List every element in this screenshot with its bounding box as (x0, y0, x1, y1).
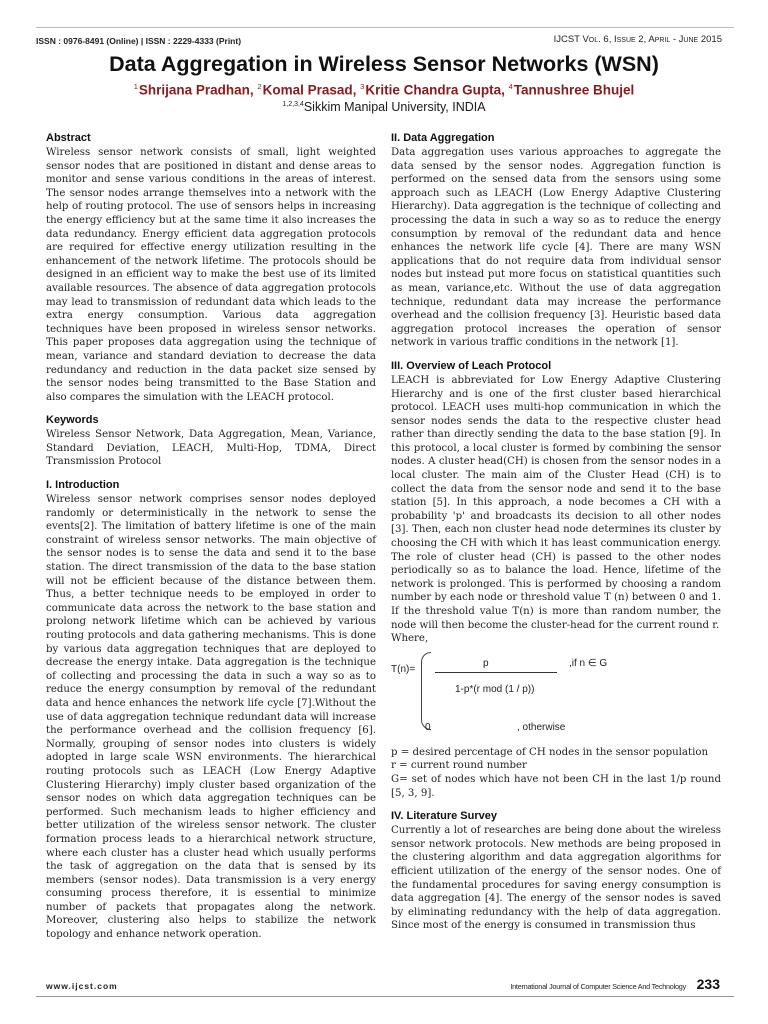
journal-issue-text: IJCST Vol. 6, Issue 2, April - June 2015 (553, 34, 722, 45)
introduction-heading: I. Introduction (46, 479, 120, 492)
threshold-formula (391, 650, 721, 742)
literature-section (391, 810, 721, 933)
formula-brace (421, 652, 431, 730)
footer-rule (36, 996, 734, 997)
author-name-3: Kritie Chandra Gupta, (365, 82, 505, 98)
abstract-heading: Abstract (46, 132, 91, 144)
issn-line: ISSN : 0976-8491 (Online) | ISSN : 2229-4333 (Print) (36, 36, 242, 46)
journal-issue (554, 34, 722, 45)
header-rule (36, 27, 734, 28)
leach-section (391, 360, 721, 800)
definition-r: r = current round number (391, 760, 527, 772)
page-number: 233 (696, 976, 720, 992)
definition-p: p = desired percentage of CH nodes in the sensor population (391, 746, 709, 758)
formula-numerator: p (483, 657, 489, 669)
author-sup-1: 1 (133, 82, 138, 91)
author-sup-2: 2 (257, 82, 262, 91)
formula-condition-2: , otherwise (517, 721, 566, 733)
right-column (391, 132, 721, 933)
data-aggregation-heading: II. Data Aggregation (391, 132, 495, 144)
author-name-4: Tannushree Bhujel (513, 82, 635, 98)
formula-otherwise-value: 0 (425, 721, 431, 733)
keywords-section (46, 414, 376, 469)
abstract-section (46, 132, 376, 404)
author-name-2: Komal Prasad, (262, 82, 357, 98)
formula-denominator: 1-p*(r mod (1 / p)) (455, 683, 535, 695)
affiliation (0, 100, 768, 114)
literature-heading: IV. Literature Survey (391, 810, 497, 823)
author-sup-3: 3 (360, 82, 365, 91)
author-sup-4: 4 (508, 82, 513, 91)
footer-journal-name: International Journal of Computer Science And Technology (510, 982, 686, 991)
where-label: Where, (391, 633, 429, 645)
paper-title: Data Aggregation in Wireless Sensor Networks (WSN) (109, 52, 659, 76)
leach-heading: III. Overview of Leach Protocol (391, 359, 552, 372)
left-column (46, 132, 376, 942)
introduction-section (46, 479, 376, 942)
keywords-heading: Keywords (46, 414, 99, 427)
author-list (0, 82, 768, 98)
journal-url-link[interactable]: www.ijcst.com (46, 981, 118, 991)
literature-text: Currently a lot of researches are being done about the wireless sensor network protocols. New methods are being proposed in the clustering algorithm and data aggregation algorithms for efficient utilization of the energy of the sensor nodes. One of the fundamental procedures for saving energy consumption is data aggregation [4]. The energy of the sensor nodes is saved by eliminating redundancy with the help of data aggregation. Since most of the energy is consumed in transmission thus (391, 825, 721, 932)
author-name-1: Shrijana Pradhan, (138, 82, 254, 98)
formula-fraction-line (435, 672, 557, 673)
data-aggregation-section (391, 132, 721, 350)
leach-text: LEACH is abbreviated for Low Energy Adaptive Clustering Hierarchy and is one of the first cluster based hierarchical protocol. LEACH uses multi-hop communication in which the sensor nodes sends the data to the respective cluster head rather than directly sending the data to the base station [9]. In this protocol, a local cluster is formed by combining the sensor nodes. A cluster head(CH) is chosen from the sensor nodes in a local cluster. The main aim of the Cluster Head (CH) is to collect the data from the sensor node and send it to the base station [5]. In this approach, a node becomes a CH with a probability 'p' and broadcasts its decision to all other nodes [3]. Then, each non cluster head node determines its cluster by choosing the CH with which it has least communication energy. The role of cluster head (CH) is passed to the other nodes periodically so as to balance the load. Hence, lifetime of the network is prolonged. This is performed by choosing a random number by each node or threshold value T (n) between 0 and 1. If the threshold value T(n) is more than random number, the node will then become the cluster-head for the current round r. (391, 374, 721, 631)
formula-condition-1: ,if n ∈ G (569, 657, 608, 669)
keywords-text: Wireless Sensor Network, Data Aggregation, Mean, Variance, Standard Deviation, LEACH, Multi-Hop, TDMA, Direct Transmission Protocol (46, 429, 376, 468)
definition-g: G= set of nodes which have not been CH in the last 1/p round [5, 3, 9]. (391, 773, 721, 799)
formula-lhs: T(n)= (391, 663, 416, 675)
abstract-text: Wireless sensor network consists of small, light weighted sensor nodes that are positioned in distant and dense areas to monitor and sense various conditions in the areas of interest. The sensor nodes arrange themselves into a network with the help of routing protocol. The use of sensors helps in increasing the energy efficiency but at the same time it also increases the data redundancy. Energy efficient data aggregation protocols are required for effective energy utilization resulting in the enhancement of the network lifetime. The protocols should be designed in an efficient way to make the best use of its limited available resources. The absence of data aggregation protocols may lead to transmission of redundant data which leads to the extra energy consumption. Various data aggregation techniques have been proposed in wireless sensor networks. This paper proposes data aggregation using the technique of mean, variance and standard deviation to decrease the data redundancy and reduction in the data packet size sensed by the sensor nodes being transmitted to the Base Station and also compares the simulation with the LEACH protocol. (46, 147, 376, 403)
introduction-text: Wireless sensor network comprises sensor nodes deployed randomly or deterministically in the network to sense the events[2]. The limitation of battery lifetime is one of the main constraint of wireless sensor networks. The main objective of the sensor nodes is to sense the data and send it to the base station. The direct transmission of the data to the base station will not be efficient because of the distance between them. Thus, a better technique needs to be employed in order to communicate data across the network to the base station and prolong network lifetime which can be achieved by various routing protocols and data gathering mechanisms. This is done by various data aggregation techniques that are deployed to decrease the energy intake. Data aggregation is the technique of collecting and processing the data in such a way so as to reduce the energy consumption by removal of the redundant data and hence enhances the network life cycle [7].Without the use of data aggregation technique redundant data will increase the performance overhead and the collision frequency [6]. Normally, grouping of sensor nodes into clusters is widely adopted in large scale WSN environments. The hierarchical routing protocols such as LEACH (Low Energy Adaptive Clustering Hierarchy) imply cluster based organization of the sensor nodes on which data aggregation techniques can be performed. Such mechanism leads to higher efficiency and better utilization of the wireless sensor network. The cluster formation process leads to a hierarchical network structure, where each cluster has a cluster head which usually performs the task of aggregation on the data that is sensed by its members (sensor nodes). Data transmission is a very energy consuming process therefore, it is essential to minimize number of packets that propagates along the network. Moreover, clustering also helps to stabilize the network topology and enhance network operation. (46, 494, 376, 941)
affiliation-sup: 1,2,3,4 (282, 100, 304, 108)
affiliation-text: Sikkim Manipal University, INDIA (303, 100, 486, 114)
data-aggregation-text: Data aggregation uses various approaches to aggregate the data sensed by the sensor nodes. Aggregation function is performed on the sensed data from the sensors using some approach such as LEACH (Low Energy Adaptive Clustering Hierarchy). Data aggregation is the technique of collecting and processing the data in such a way so as to reduce the energy consumption by removal of the redundant data and hence enhances the network life cycle [4]. There are many WSN applications that do not require data from individual sensor nodes but instead put more focus on statistical quantities such as mean, variance,etc. Without the use of data aggregation technique, redundant data may increase the performance overhead and the collision frequency [3]. Heuristic based data aggregation protocol increases the operation of sensor network in various traffic conditions in the network [1]. (391, 147, 721, 349)
